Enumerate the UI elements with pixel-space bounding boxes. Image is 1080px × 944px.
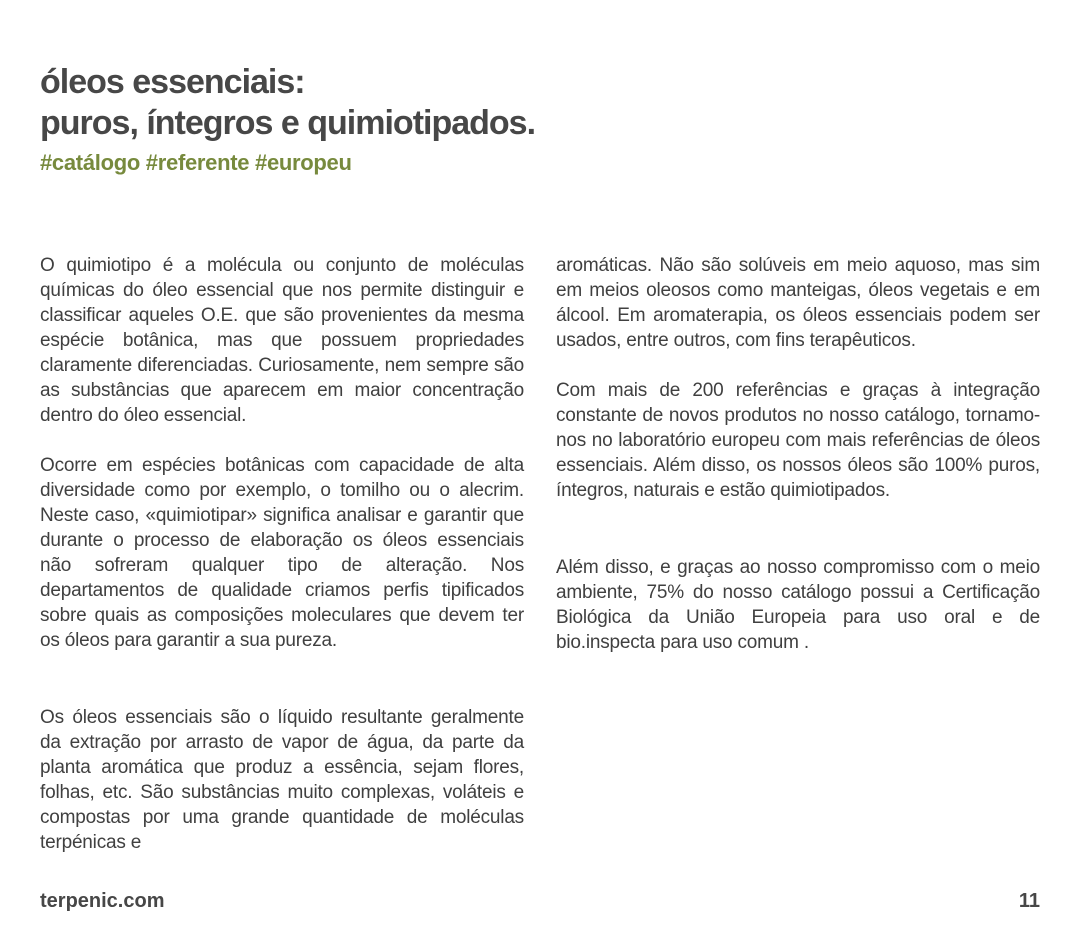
paragraph-right-3: Além disso, e graças ao nosso compromisso com o meio ambiente, 75% do nosso catálogo possui a Certificação Biológica da União Europeia para uso oral e de bio.inspecta para uso comum . <box>556 557 1040 653</box>
page-footer <box>40 889 1040 913</box>
paragraph-left-1: O quimiotipo é a molécula ou conjunto de moléculas químicas do óleo essencial que nos permite distinguir e classificar aqueles O.E. que são provenientes da mesma espécie botânica, mas que possuem propriedades claramente diferenciadas. Curiosamente, nem sempre são as substâncias que aparecem em maior concentração dentro do óleo essencial. <box>40 255 524 426</box>
page-number: 11 <box>1018 890 1040 912</box>
paragraph-left-2: Ocorre em espécies botânicas com capacidade de alta diversidade como por exemplo, o tomilho ou o alecrim. Neste caso, «quimiotipar» significa analisar e garantir que durante o processo de elaboração os óleos essenciais não sofreram qualquer tipo de alteração. Nos departamentos de qualidade criamos perfis tipificados sobre quais as composições moleculares que devem ter os óleos para garantir a sua pureza. <box>40 455 524 651</box>
title-line-2: puros, íntegros e quimiotipados. <box>40 104 536 142</box>
hashtags-subtitle: #catálogo #referente #europeu <box>40 150 352 175</box>
site-url: terpenic.com <box>40 890 165 912</box>
left-column <box>40 253 524 855</box>
right-column <box>556 253 1040 855</box>
page-title <box>40 62 1040 144</box>
title-line-1: óleos essenciais: <box>40 63 305 101</box>
paragraph-right-1: aromáticas. Não são solúveis em meio aquoso, mas sim em meios oleosos como manteigas, óleos vegetais e em álcool. Em aromaterapia, os óleos essenciais podem ser usados, entre outros, com fins terapêuticos. <box>556 255 1040 351</box>
body-columns <box>40 253 1040 855</box>
page-header <box>40 62 1040 176</box>
paragraph-left-3: Os óleos essenciais são o líquido resultante geralmente da extração por arrasto de vapor de água, da parte da planta aromática que produz a essência, sejam flores, folhas, etc. São substâncias muito complexas, voláteis e compostas por uma grande quantidade de moléculas terpénicas e <box>40 707 524 853</box>
paragraph-right-2: Com mais de 200 referências e graças à integração constante de novos produtos no nosso catálogo, tornamo-nos no laboratório europeu com mais referências de óleos essenciais. Além disso, os nossos óleos são 100% puros, íntegros, naturais e estão quimiotipados. <box>556 380 1040 501</box>
